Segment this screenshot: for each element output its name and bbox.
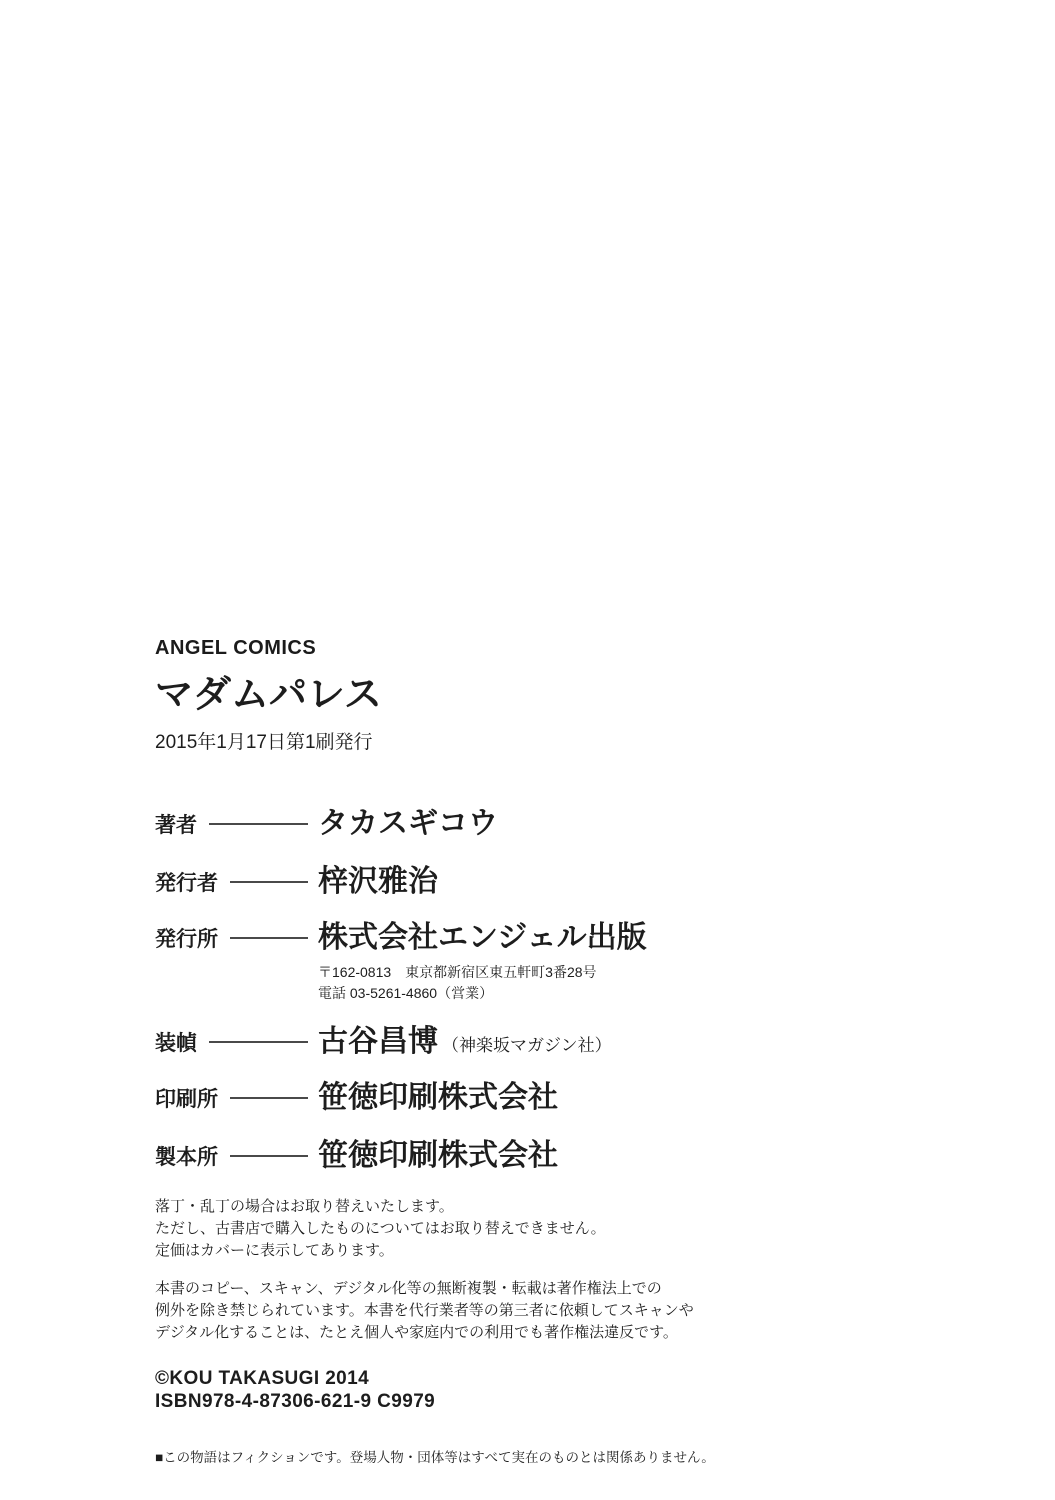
- designer-name: 古谷昌博: [318, 1025, 438, 1058]
- bindery-label: 製本所: [155, 1146, 218, 1169]
- row-value: [318, 1024, 612, 1064]
- row-value: [318, 920, 647, 1004]
- publisher-phone: 電話 03-5261-4860（営業）: [318, 985, 494, 1001]
- edition-date: 2015年1月17日第1刷発行: [155, 732, 373, 753]
- row-value: [318, 806, 498, 842]
- publisher-address: 〒162-0813 東京都新宿区東五軒町3番28号: [318, 964, 597, 980]
- colophon-row-publisher: [155, 864, 438, 900]
- row-label-box: [155, 1080, 308, 1116]
- printer-label: 印刷所: [155, 1088, 218, 1111]
- row-label-box: [155, 920, 308, 956]
- copyright-law-notice-line-3: デジタル化することは、たとえ個人や家庭内での利用でも著作権法違反です。: [155, 1324, 678, 1341]
- designer-line: [318, 1024, 612, 1064]
- leader-rule: [230, 881, 308, 883]
- copyright-law-notice: [155, 1278, 694, 1344]
- colophon-row-bindery: [155, 1138, 558, 1174]
- copyright-law-notice-line-2: 例外を除き禁じられています。本書を代行業者等の第三者に依頼してスキャンや: [155, 1302, 694, 1319]
- returns-notice-line-1: 落丁・乱丁の場合はお取り替えいたします。: [155, 1198, 454, 1215]
- row-label-box: [155, 864, 308, 900]
- publishing-house-label: 発行所: [155, 928, 218, 951]
- designer-affiliation: （神楽坂マガジン社）: [442, 1036, 612, 1055]
- returns-notice-line-2: ただし、古書店で購入したものについてはお取り替えできません。: [155, 1220, 606, 1237]
- leader-rule: [209, 823, 308, 825]
- imprint-label: ANGEL COMICS: [155, 637, 317, 659]
- fiction-disclaimer: ■この物語はフィクションです。登場人物・団体等はすべて実在のものとは関係ありません。: [155, 1450, 715, 1465]
- row-label-box: [155, 1024, 308, 1060]
- design-label: 装幀: [155, 1032, 197, 1055]
- row-value: [318, 1080, 558, 1116]
- copyright-law-notice-line-1: 本書のコピー、スキャン、デジタル化等の無断複製・転載は著作権法上での: [155, 1280, 662, 1297]
- author-label: 著者: [155, 814, 197, 837]
- row-value: [318, 864, 438, 900]
- publisher-name: 梓沢雅治: [318, 865, 438, 898]
- leader-rule: [209, 1041, 308, 1043]
- leader-rule: [230, 937, 308, 939]
- colophon-row-design: [155, 1024, 612, 1064]
- publisher-address-block: [318, 962, 647, 1004]
- publisher-label: 発行者: [155, 872, 218, 895]
- row-label-box: [155, 806, 308, 842]
- copyright-line: ©KOU TAKASUGI 2014: [155, 1368, 370, 1389]
- isbn-line: ISBN978-4-87306-621-9 C9979: [155, 1391, 436, 1412]
- book-title: マダムパレス: [155, 674, 382, 716]
- returns-notice: [155, 1196, 606, 1262]
- row-value: [318, 1138, 558, 1174]
- colophon-row-printer: [155, 1080, 558, 1116]
- publishing-house-name: 株式会社エンジェル出版: [318, 921, 647, 954]
- bindery-name: 笹徳印刷株式会社: [318, 1139, 558, 1172]
- leader-rule: [230, 1097, 308, 1099]
- author-name: タカスギコウ: [318, 807, 498, 840]
- colophon-row-publishing-house: [155, 920, 647, 1004]
- colophon-row-author: [155, 806, 498, 842]
- returns-notice-line-3: 定価はカバーに表示してあります。: [155, 1242, 394, 1259]
- row-label-box: [155, 1138, 308, 1174]
- printer-name: 笹徳印刷株式会社: [318, 1081, 558, 1114]
- leader-rule: [230, 1155, 308, 1157]
